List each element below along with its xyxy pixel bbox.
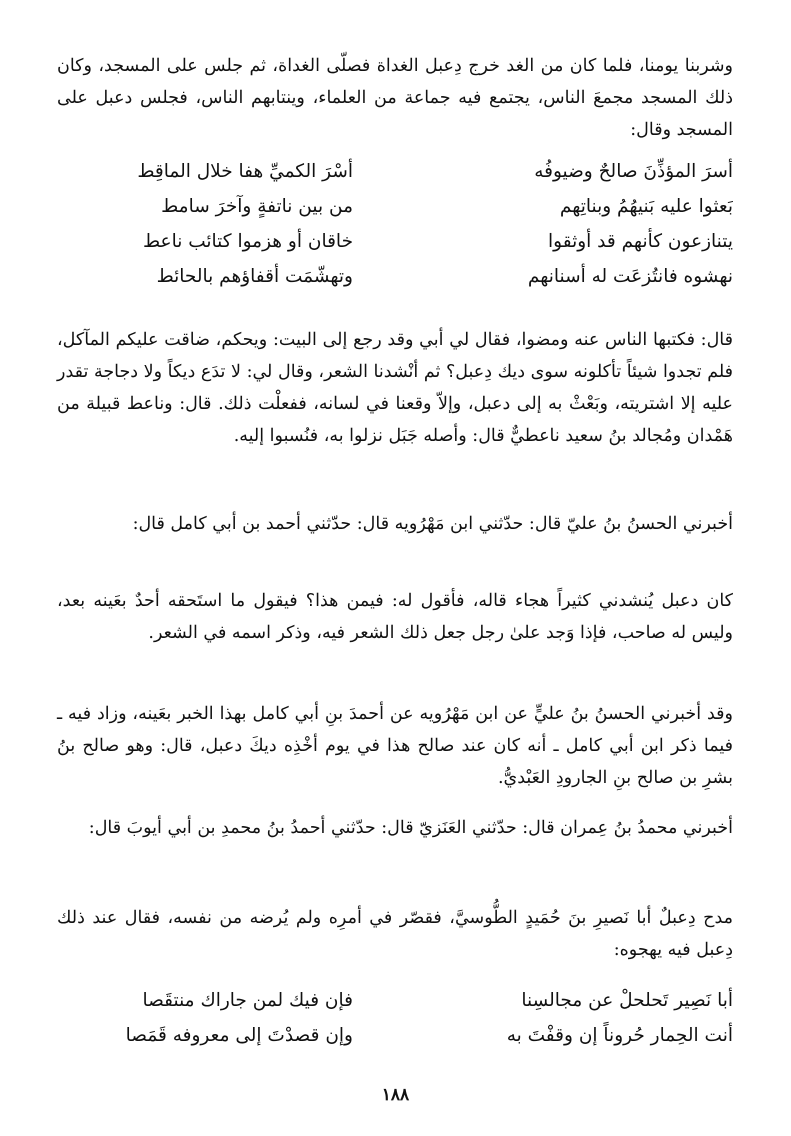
- verse-first-hemistich: يتنازعون كأنهم قد أوثقوا: [548, 231, 733, 252]
- paragraph-6: أخبرني محمدُ بنُ عِمران قال: حدّثني العَنَزيّ قال: حدّثني أحمدُ بنُ محمدِ بن أبي أيوبَ قال:: [88, 818, 733, 838]
- poem-1: [57, 154, 733, 294]
- verse-line: [57, 983, 733, 1018]
- page-number: ١٨٨: [381, 1085, 410, 1105]
- verse-line: [57, 1018, 733, 1053]
- verse-first-hemistich: بَعثوا عليه بَنيهُمُ وبناتِهم: [559, 196, 733, 217]
- verse-line: [57, 224, 733, 259]
- verse-second-hemistich: من بين ناتفةٍ وآخرَ سامط: [161, 196, 353, 217]
- verse-second-hemistich: أسْرَ الكميِّ هفا خلال الماقِط: [137, 161, 353, 182]
- poem-2: [57, 983, 733, 1053]
- verse-first-hemistich: نهشوه فانتُزعَت له أسنانهم: [527, 266, 733, 287]
- verse-line: [57, 189, 733, 224]
- verse-first-hemistich: أنت الحِمار حُروناً إن وقفْتَ به: [506, 1025, 733, 1046]
- paragraph-1: وشربنا يومنا، فلما كان من الغد خرج دِعبل الغداة فصلّى الغداة، ثم جلس على المسجد، وكان ذلك المسجد مجمعَ الناس، يجتمع فيه جماعة من العلماء، وينتابهم الناس، فجلس دعبل على المسجد وقال:: [57, 56, 733, 140]
- verse-first-hemistich: أسرَ المؤذِّنَ صالحٌ وضيوفُه: [534, 161, 733, 182]
- paragraph-5: وقد أخبرني الحسنُ بنُ عليٍّ عن ابن مَهْرُويه عن أحمدَ بنِ أبي كامل بهذا الخبر بعَينه، وزاد فيه ـ فيما ذكر ابن أبي كامل ـ أنه كان عند صالح هذا في يوم أخْذِه ديكَ دعبل، قال: وهو صالح بنُ بشرِ بن صالح بنِ الجارودِ العَبْديُّ.: [57, 704, 733, 788]
- paragraph-4: كان دعبل يُنشدني كثيراً هجاء قاله، فأقول له: فيمن هذا؟ فيقول ما استَحقه أحدٌ بعَينه بعد، وليس له صاحب، فإذا وَجد علىٰ رجل جعل ذلك الشعر فيه، وذكر اسمه في الشعر.: [57, 591, 733, 643]
- paragraph-2: قال: فكتبها الناس عنه ومضوا، فقال لي أبي وقد رجع إلى البيت: ويحكم، ضاقت عليكم المآكل، فلم تجدوا شيئاً تأكلونه سوى ديك دِعبل؟ ثم أنْشدنا الشعر، وقال لي: لا تدَع ديكاً ولا دجاجة تقدر عليه إلا اشتريته، وبَعْثْ به إلى دعبل، وإلاّ وقعنا في لسانه، ففعلْت ذلك. قال: وناعط قبيلة من هَمْدان ومُجالد بنُ سعيد ناعطيٌّ قال: وأصله جَبَل نزلوا به، فنُسبوا إليه.: [57, 330, 733, 446]
- verse-second-hemistich: وتهشّمَت أقفاؤهم بالحائط: [156, 266, 353, 287]
- verse-first-hemistich: أبا نَصِير تَحلحلْ عن مجالسِنا: [521, 990, 733, 1011]
- verse-line: [57, 259, 733, 294]
- paragraph-3: أخبرني الحسنُ بنُ عليّ قال: حدّثني ابن مَهْرُويه قال: حدّثني أحمد بن أبي كامل قال:: [132, 514, 733, 534]
- verse-second-hemistich: فإن فيك لمن جاراك منتقَصا: [142, 990, 353, 1011]
- verse-line: [57, 154, 733, 189]
- paragraph-7: مدح دِعبلٌ أبا نَصيرِ بنَ حُمَيدٍ الطُّوسيَّ، فقصّر في أمرِه ولم يُرضه من نفسه، فقال عند ذلك دِعبل فيه يهجوه:: [57, 908, 733, 960]
- verse-second-hemistich: خاقان أو هزموا كتائب ناعط: [142, 231, 353, 252]
- verse-second-hemistich: وإن قصدْتَ إلى معروفه قَمَصا: [125, 1025, 353, 1046]
